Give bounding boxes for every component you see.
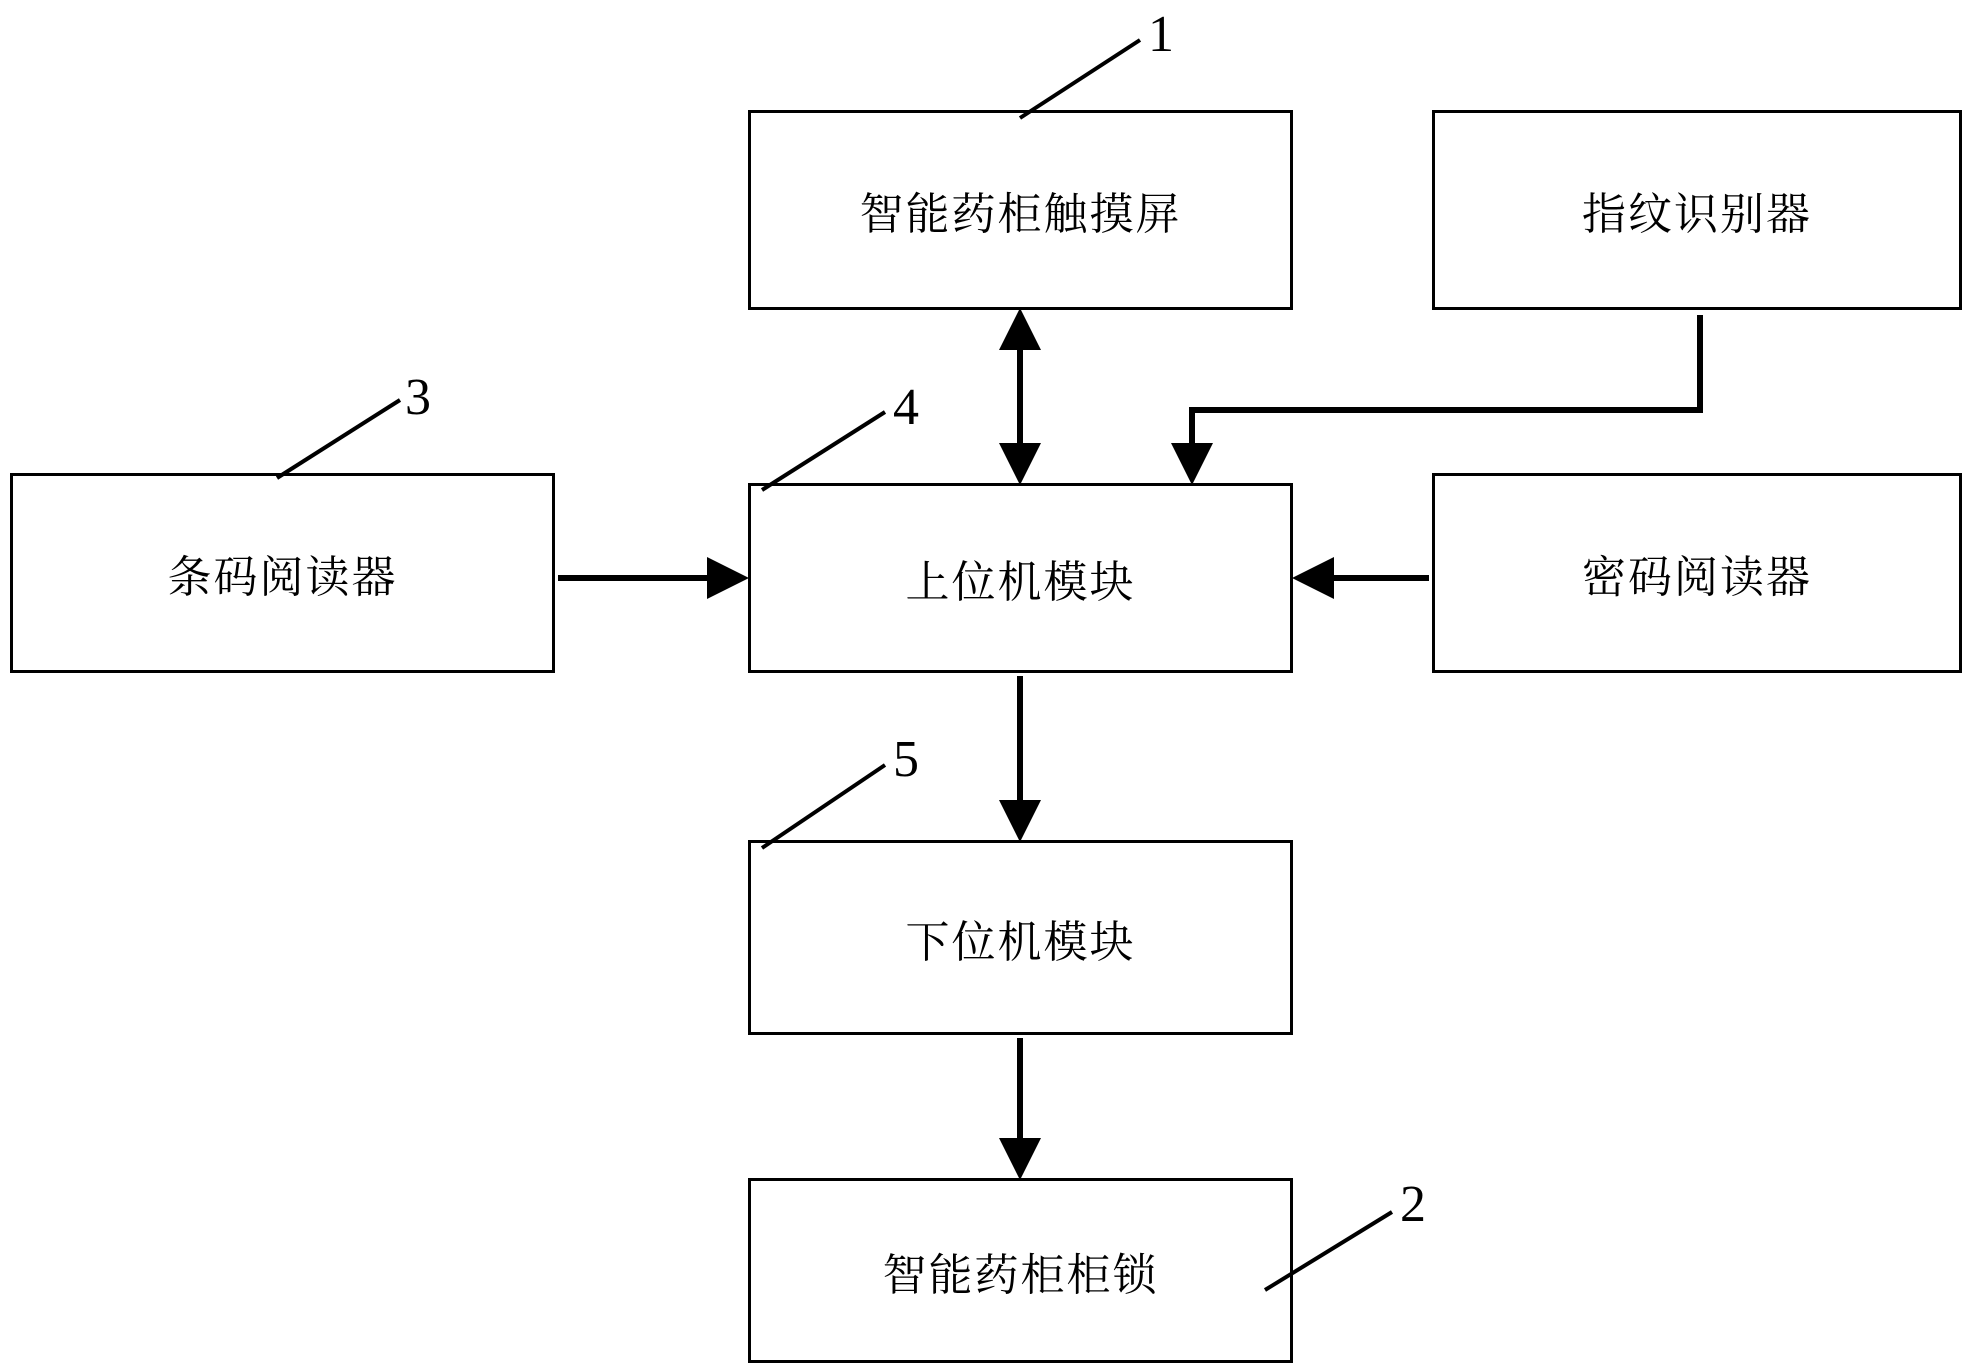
leader-line-1 [1020, 40, 1140, 118]
reference-numeral-3: 3 [405, 369, 431, 426]
reference-numeral-4: 4 [893, 379, 919, 436]
leader-line-5 [762, 765, 885, 848]
node-host-module-label: 上位机模块 [905, 558, 1136, 607]
node-fingerprint-reader-label: 指纹识别器 [1582, 190, 1812, 239]
node-barcode-reader [10, 473, 555, 673]
node-cabinet-lock-label: 智能药柜柜锁 [882, 1250, 1159, 1300]
node-fingerprint-reader [1432, 110, 1962, 310]
node-cabinet-lock [748, 1178, 1293, 1363]
reference-numeral-1: 1 [1148, 6, 1174, 63]
node-touchscreen [748, 110, 1293, 310]
connector-fingerprint-host [1192, 315, 1700, 478]
node-barcode-reader-label: 条码阅读器 [167, 553, 398, 602]
leader-line-4 [762, 412, 885, 490]
node-password-reader-label: 密码阅读器 [1582, 553, 1812, 602]
node-slave-module-label: 下位机模块 [905, 917, 1136, 967]
reference-numeral-5: 5 [893, 731, 919, 788]
node-slave-module [748, 840, 1293, 1035]
node-password-reader [1432, 473, 1962, 673]
leader-line-3 [277, 400, 400, 478]
node-touchscreen-label: 智能药柜触摸屏 [859, 190, 1182, 239]
reference-numeral-2: 2 [1400, 1176, 1426, 1233]
node-host-module [748, 483, 1293, 673]
